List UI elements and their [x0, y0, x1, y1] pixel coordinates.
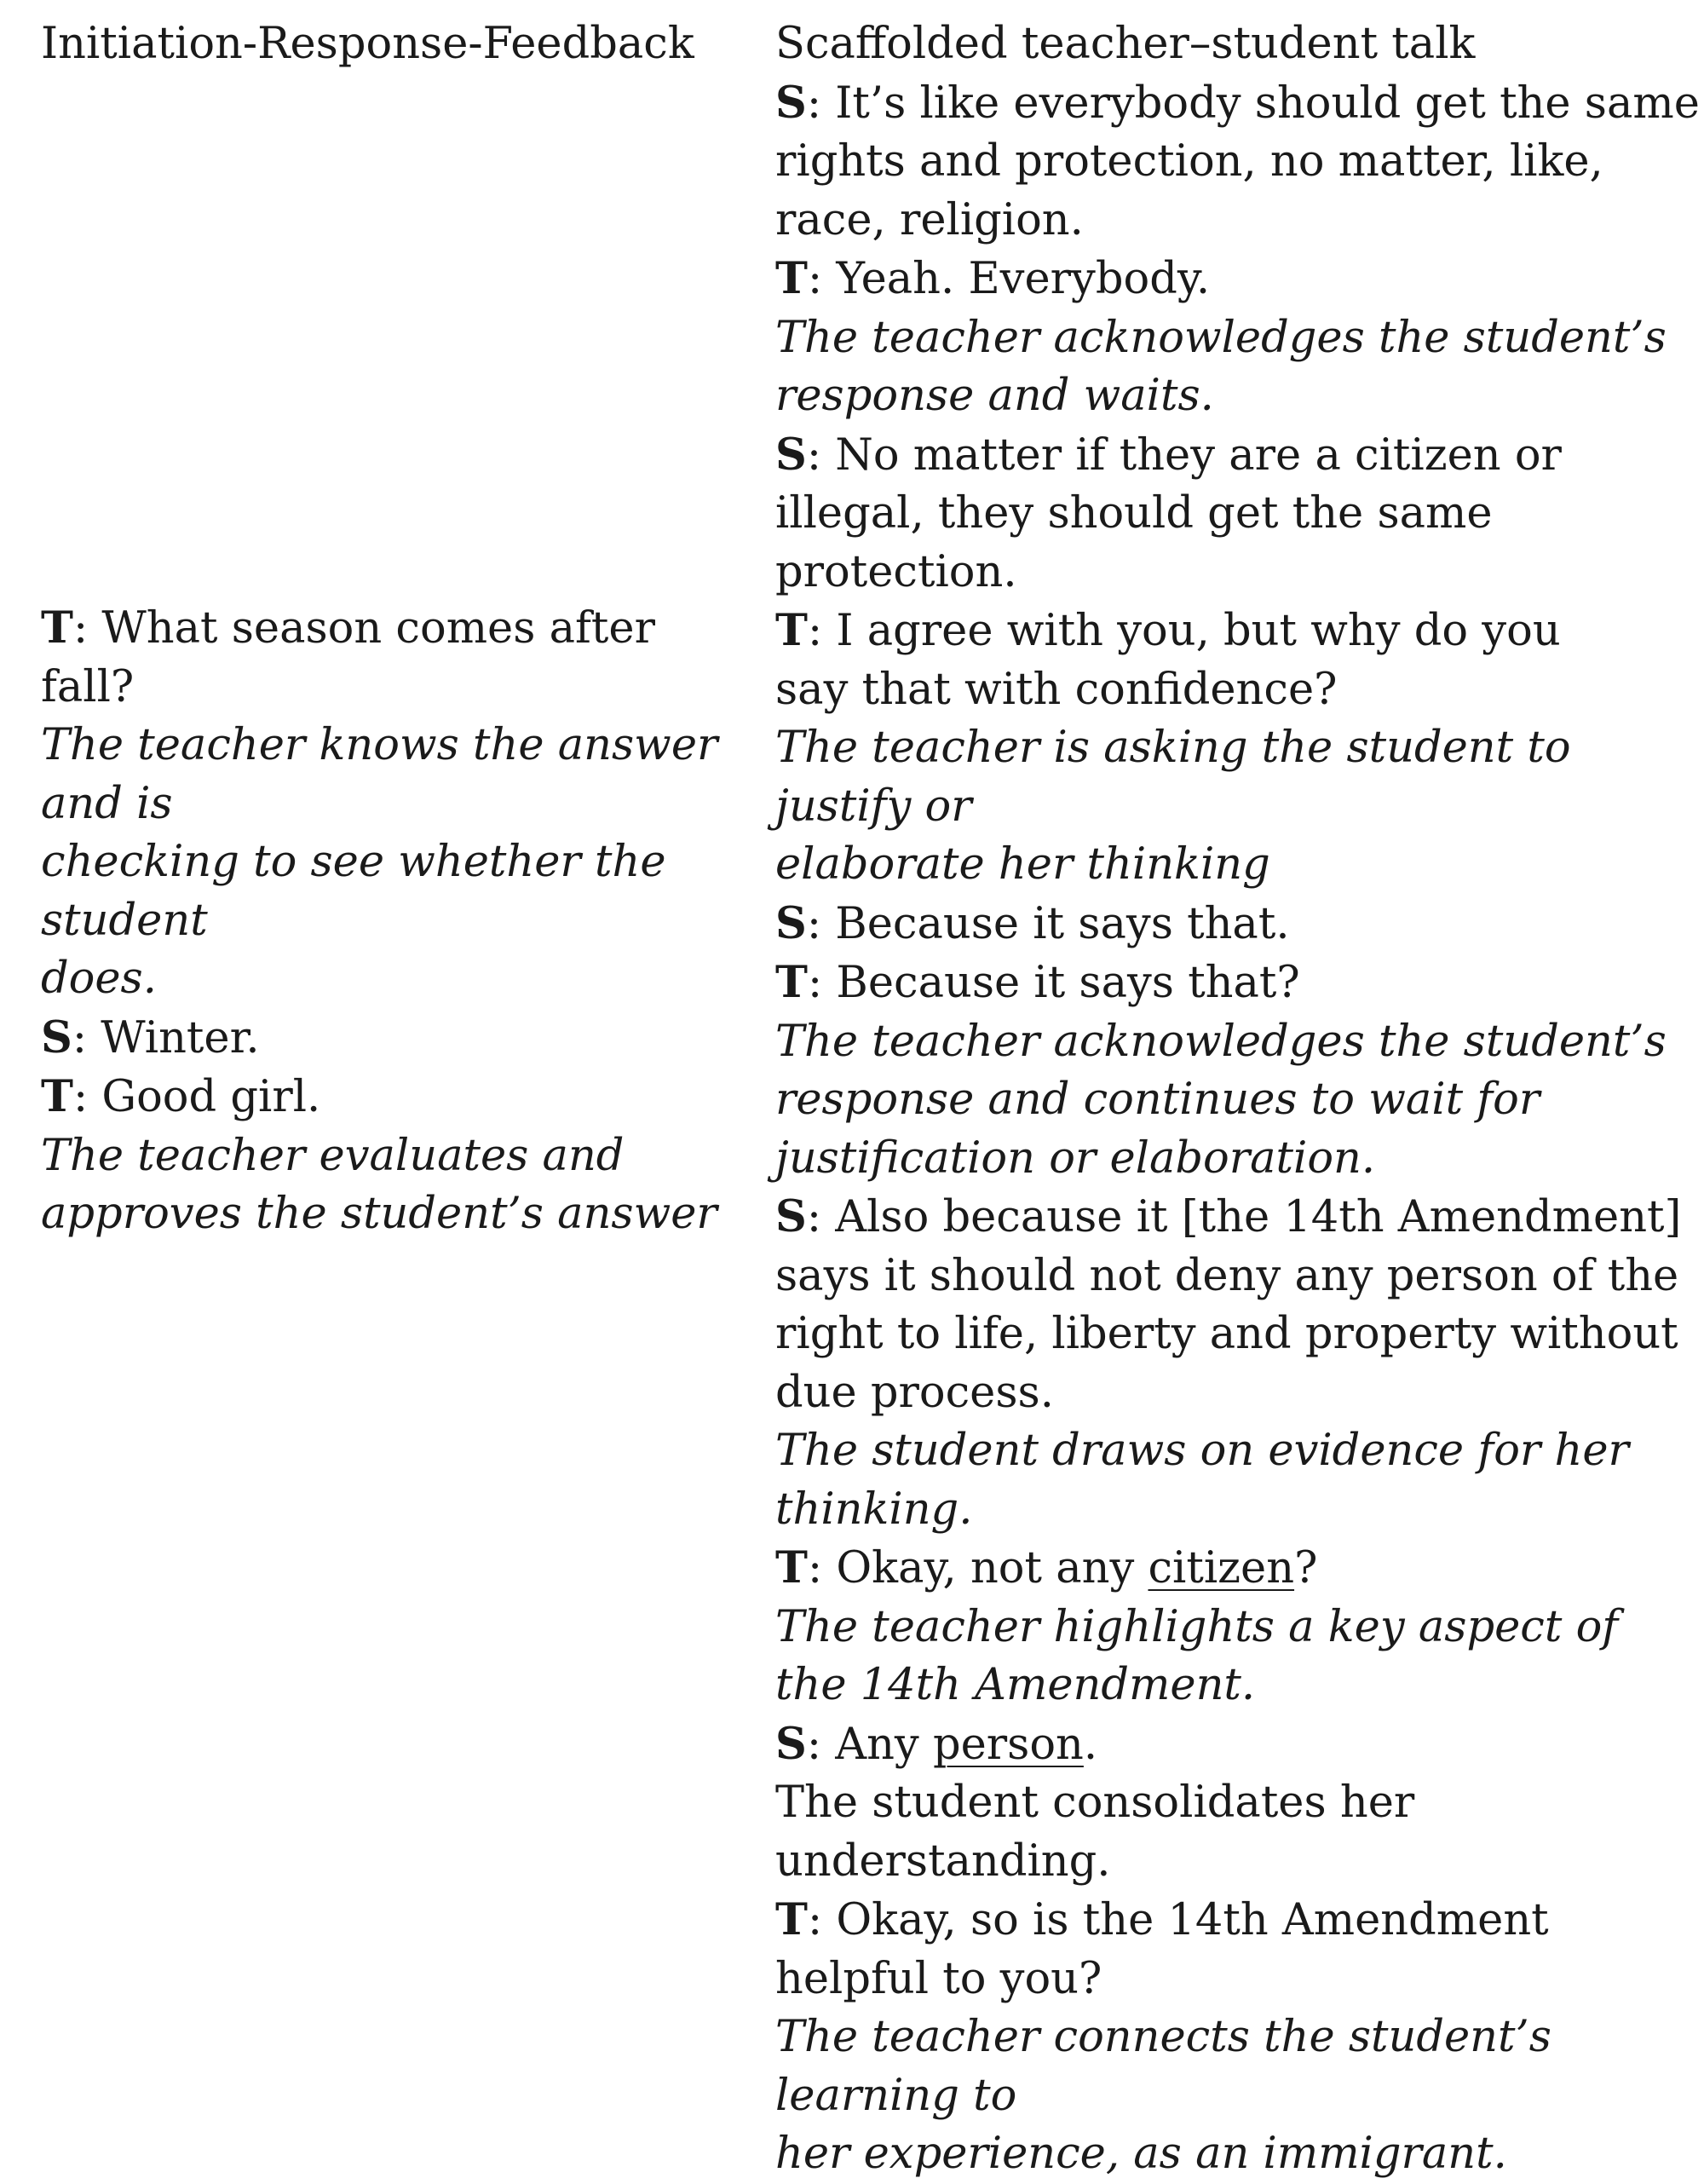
speaker-label: S [775, 429, 807, 481]
utterance-text: Because it says that? [836, 958, 1300, 1008]
irf-annotation-line: checking to see whether the student [41, 837, 666, 946]
utterance-text: Okay, so is the 14th Amendment [836, 1895, 1549, 1945]
spacer [41, 541, 734, 600]
utterance-text: Because it says that. [835, 898, 1290, 949]
annotation-line: The teacher highlights a key aspect of [775, 1601, 1619, 1652]
utterance-line: race, religion. [775, 194, 1084, 245]
utterance-line: says it should not deny any person of the [775, 1250, 1679, 1301]
speaker-label: S [775, 1191, 807, 1242]
irf-column [0, 15, 734, 2184]
speaker-label: T [775, 957, 808, 1008]
speaker-label: T [41, 1071, 73, 1122]
spacer [41, 482, 734, 541]
speaker-label: S [41, 1011, 72, 1063]
utterance-line: S: Also because it [the 14th Amendment] [775, 1191, 1682, 1242]
utterance-text: Any [835, 1719, 933, 1770]
spacer [41, 424, 734, 483]
utterance-line: say that with confidence? [775, 664, 1338, 715]
utterance-line: illegal, they should get the same [775, 488, 1493, 539]
underlined-word: person [932, 1719, 1084, 1770]
annotation-line: the 14th Amendment. [775, 1660, 1256, 1710]
utterance-text: Also because it [the 14th Amendment] [835, 1192, 1682, 1242]
annotation-line: The teacher connects the student’s learning to [775, 2012, 1551, 2121]
speaker-label: T [775, 1894, 808, 1945]
utterance-text: I agree with you, but why do you [836, 606, 1561, 656]
speaker-label: T [775, 253, 808, 304]
irf-utterance-teacher-question: T: What season comes after fall? [41, 602, 655, 712]
spacer [41, 132, 734, 191]
spacer [41, 308, 734, 366]
speaker-label: T [775, 605, 808, 656]
utterance-text: Okay, not any [836, 1543, 1148, 1593]
annotation-line: her experience, as an immigrant. [775, 2129, 1507, 2179]
utterance-text: What season comes after fall? [41, 603, 655, 712]
utterance-line: T: Okay, not any citizen? [775, 1542, 1318, 1593]
annotation-line: thinking. [775, 1484, 973, 1535]
utterance-line: rights and protection, no matter, like, [775, 136, 1603, 187]
annotation-line: response and continues to wait for [775, 1075, 1540, 1125]
utterance-line: S: It’s like everybody should get the same [775, 77, 1700, 129]
scaffolded-column [734, 15, 1704, 2184]
annotation-line: The student draws on evidence for her [775, 1426, 1629, 1476]
utterance-text: Good girl. [101, 1072, 321, 1122]
utterance-line: T: Okay, so is the 14th Amendment [775, 1894, 1549, 1945]
utterance-text: No matter if they are a citizen or [835, 429, 1562, 481]
irf-utterance-teacher-feedback: T: Good girl. [41, 1071, 321, 1122]
scaffolded-column-header: Scaffolded teacher–student talk [775, 19, 1476, 69]
utterance-line: right to life, liberty and property without [775, 1309, 1678, 1359]
irf-annotation-line: approves the student’s answer [41, 1189, 717, 1239]
irf-annotation-line: The teacher evaluates and [41, 1130, 625, 1181]
utterance-line: due process. [775, 1367, 1054, 1418]
utterance-text: . [1083, 1719, 1098, 1770]
utterance-line: helpful to you? [775, 1953, 1102, 2004]
utterance-line: T: Because it says that? [775, 957, 1300, 1008]
utterance-text: Winter. [101, 1012, 260, 1063]
spacer [41, 366, 734, 424]
utterance-line: T: I agree with you, but why do you [775, 605, 1561, 656]
irf-utterance-student-answer: S: Winter. [41, 1011, 260, 1063]
utterance-text: Yeah. Everybody. [836, 254, 1211, 304]
speaker-label: S [775, 1718, 807, 1770]
spacer [41, 191, 734, 250]
dialogue-comparison-table [0, 15, 1704, 2184]
utterance-line: S: Because it says that. [775, 897, 1290, 949]
annotation-line: response and waits. [775, 371, 1214, 421]
underlined-word: citizen [1148, 1543, 1295, 1593]
utterance-line: S: No matter if they are a citizen or [775, 429, 1562, 481]
irf-annotation-line: does. [41, 954, 157, 1004]
annotation-line: The teacher acknowledges the student’s [775, 1016, 1667, 1067]
consolidation-line: understanding. [775, 1835, 1111, 1887]
utterance-line: S: Any person. [775, 1718, 1098, 1770]
speaker-label: T [775, 1542, 808, 1593]
utterance-text: ? [1294, 1543, 1318, 1593]
speaker-label: T [41, 602, 73, 654]
utterance-line: protection. [775, 546, 1017, 597]
spacer [41, 74, 734, 133]
irf-annotation-line: The teacher knows the answer and is [41, 720, 718, 829]
speaker-label: S [775, 77, 807, 129]
annotation-line: justification or elaboration. [775, 1132, 1376, 1184]
annotation-line: The teacher acknowledges the student’s [775, 312, 1667, 363]
utterance-text: It’s like everybody should get the same [835, 78, 1700, 129]
annotation-line: elaborate her thinking [775, 839, 1270, 890]
spacer [41, 249, 734, 308]
annotation-line: The teacher is asking the student to justify or [775, 723, 1571, 832]
utterance-line: T: Yeah. Everybody. [775, 253, 1211, 304]
irf-column-header: Initiation-Response-Feedback [41, 19, 694, 69]
consolidation-line: The student consolidates her [775, 1778, 1415, 1828]
speaker-label: S [775, 897, 807, 949]
